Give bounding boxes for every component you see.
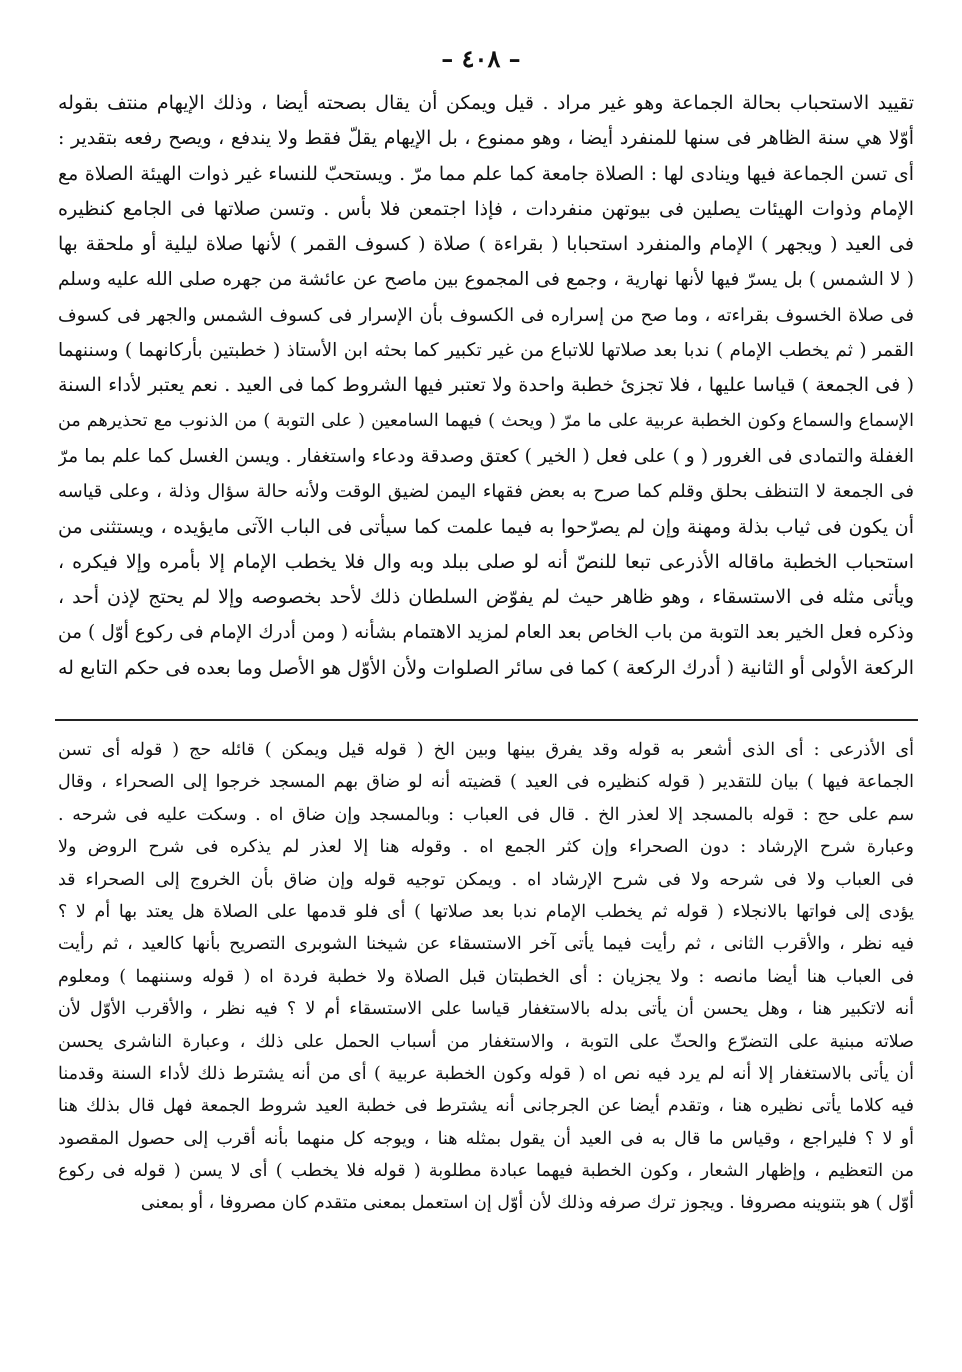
page-number: – ٤٠٨ – (441, 44, 521, 73)
note-line: فى العباب هنا أيضا مانصه : ولا يجزيان : أى الخطبتان قبل الصلاة ولا خطبة فردة اه ( قوله وسننهما ) ومعلوم (58, 966, 914, 987)
main-line: القمر ( ثم يخطب الإمام ) ندبا بعد صلاتها للاتباع من غير تكبير كما بحثه ابن الأستاذ ( خطبتين بأركانهما ) وسننهما (58, 340, 914, 362)
main-line: فى الجمعة لا التنظف بحلق وقلم كما صرح به بعض فقهاء اليمن لضيق الوقت ولأنه حالة سؤال وذلة ، وعلى قياسه (58, 481, 914, 503)
note-line: أو لا ؟ فليراجع ، وقياس ما قال به فى العيد أن يقول بمثله هنا ، ويوجه كل منهما بأنه أقرب إلى حصول المقصود (58, 1128, 914, 1149)
note-line: أنه لاتكبير هنا ، وهل يحسن أن يأتى بدله بالاستغفار قياسا على الاستسقاء أم لا ؟ فيه نظر ، والأقرب الأوّل لأن (58, 999, 914, 1020)
main-line: ( لا الشمس ) بل يسرّ فيها لأنها نهارية ، وجمع فى المجموع بين ماصح عن عائشة من جهره صلى الله عليه وسلم (58, 269, 914, 291)
main-line: الغفلة والتمادى فى الغرور ( و ) على فعل ( الخير ) كعتق وصدقة ودعاء واستغفار . ويسن الغسل كما علم بما مرّ (58, 445, 914, 467)
note-line: فيه نظر ، والأقرب الثانى ، ثم رأيت فيما يأتى آخر الاستسقاء عن شيخنا الشوبرى التصريح بأنها كالعيد ، ثم رأيت (58, 934, 914, 955)
main-line: فى العيد ( ويجهر ) الإمام والمنفرد استحبابا ( بقراءة ) صلاة ( كسوف القمر ) لأنها صلاة ليلية أو ملحقة بها (58, 233, 914, 256)
note-line: صلاته مبنية على التضرّع والحثّ على التوبة ، والاستغفار من أسباب الحمل على ذلك ، وعبارة الناشرى يحسن (58, 1031, 914, 1052)
main-line: أى تسن الجماعة فيها وينادى لها : الصلاة جامعة كما علم مما مرّ . ويستحبّ للنساء غير ذوات الهيئة الصلاة مع (58, 162, 914, 185)
footnote-divider (55, 719, 918, 721)
main-line: استحباب الخطبة ماقاله الأذرعى تبعا للنصّ أنه لو صلى ببلد وبه وال فلا يخطب الإمام إلا بأمره وإلا فيكره ، (58, 550, 914, 573)
main-line: أوّلا هي سنة الظاهر فى سنها للمنفرد أيضا ، وهو ممنوع ، بل الإيهام يقلّ فقط ولا يندفع ، ويصح رفعه بتقدير : (58, 127, 914, 150)
main-line: الإمام وذوات الهيئات يصلين فى بيوتهن منفردات ، فإذا اجتمعن فلا بأس . وتسن صلاتها فى الجامع كنظيره (58, 197, 914, 220)
main-line: أن يكون فى ثياب بذلة ومهنة وإن لم يصرّحوا به فيما علمت كما سيأتى فى الباب الآتى مايؤيده ، ويستثنى من (58, 515, 914, 538)
note-line: من التعظيم ، وإظهار الشعار ، وكون الخطبة فيهما عبادة مطلوبة ( قوله فلا يخطب ) أى لا يسن ( قوله فى ركوع (58, 1161, 914, 1182)
note-line: فى العباب ولا فى شرحه ولا فى شرح الإرشاد اه . ويمكن توجيه قوله وإن ضاق بأن الخروج إلى الصحراء قد (58, 869, 914, 890)
main-line: وذكره فعل الخير بعد التوبة من باب الخاص بعد العام لمزيد الاهتمام بشأنه ( ومن أدرك الإمام فى ركوع أوّل ) من (58, 622, 914, 644)
note-line: أوّل ) هو بتنوينه مصروفا . ويجوز ترك صرفه وذلك لأن أوّل إن استعمل بمعنى متقدم كان مصروفا ، أو بمعنى (140, 1193, 914, 1214)
main-line: الإسماع والسماع وكون الخطبة عربية على ما مرّ ( ويحث ) فيهما السامعين ( على التوبة ) من الذنوب مع تحذيرهم من (58, 410, 914, 431)
main-text-body (58, 86, 914, 686)
note-line: وعبارة شرح الإرشاد : دون الصحراء وإن كثر الجمع اه . وقوله هنا إلا لعذر لم يذكره فى شرح الروض ولا (58, 837, 914, 858)
note-line: الجماعة فيها ) بيان للتقدير ( قوله كنظيره فى العيد ) قضيته أنه لو ضاق بهم المسجد خرجوا إلى الصحراء ، وقال (58, 772, 914, 793)
note-line: أن يأتى بالاستغفار إلا أنه لم يرد فيه نص اه ( قوله وكون الخطبة عربية ) أى من أنه يشترط ذلك لأداء السنة وقدمنا (58, 1063, 914, 1084)
note-line: فيه كلاما يأتى نظيره هنا ، وتقدم أيضا عن الجرجانى أنه يشترط فى خطبة العيد شروط الجمعة فهل قال بذلك هنا (58, 1096, 914, 1117)
main-line: فى صلاة الخسوف بقراءته ، وما صح من إسراره فى الكسوف بأن الإسرار فى كسوف الشمس والجهر فى كسوف (58, 304, 914, 326)
note-line: سم على حج : قوله بالمسجد إلا لعذر الخ . قال فى العباب : وبالمسجد وإن ضاق اه . وسكت عليه فى شرحه . (58, 804, 914, 825)
main-line: ويأتى مثله فى الاستسقاء ، وهو ظاهر حيث لم يفوّض السلطان ذلك لأحد بخصوصه وإلا لم يحتج لإذن أحد ، (58, 586, 914, 609)
main-line: الركعة الأولى أو الثانية ( أدرك الركعة ) كما فى سائر الصلوات ولأن الأوّل هو الأصل وما بعده فى حكم التابع له (58, 656, 914, 679)
note-line: يؤدى إلى فواتها بالانجلاء ( قوله ثم يخطب الإمام ندبا بعد صلاتها ) أى فلو قدمها على الصلاة هل يعتد بها أم لا ؟ (58, 901, 914, 922)
footnotes-body (58, 734, 914, 1220)
main-line: ( فى الجمعة ) قياسا عليها ، فلا تجزئ خطبة واحدة ولا تعتبر فيها الشروط كما فى العيد . نعم يعتبر لأداء السنة (58, 374, 914, 397)
main-line: تقييد الاستحباب بحالة الجماعة وهو غير مراد . قيل ويمكن أن يقال بصحته أيضا ، وذلك الإيهام منتف بقوله (58, 92, 914, 114)
note-line: أى الأذرعى : أى الذى أشعر به قوله وقد يفرق بينها وبين الخ ( قوله قيل ويمكن ) قائله حج ( قوله أى تسن (58, 740, 914, 760)
